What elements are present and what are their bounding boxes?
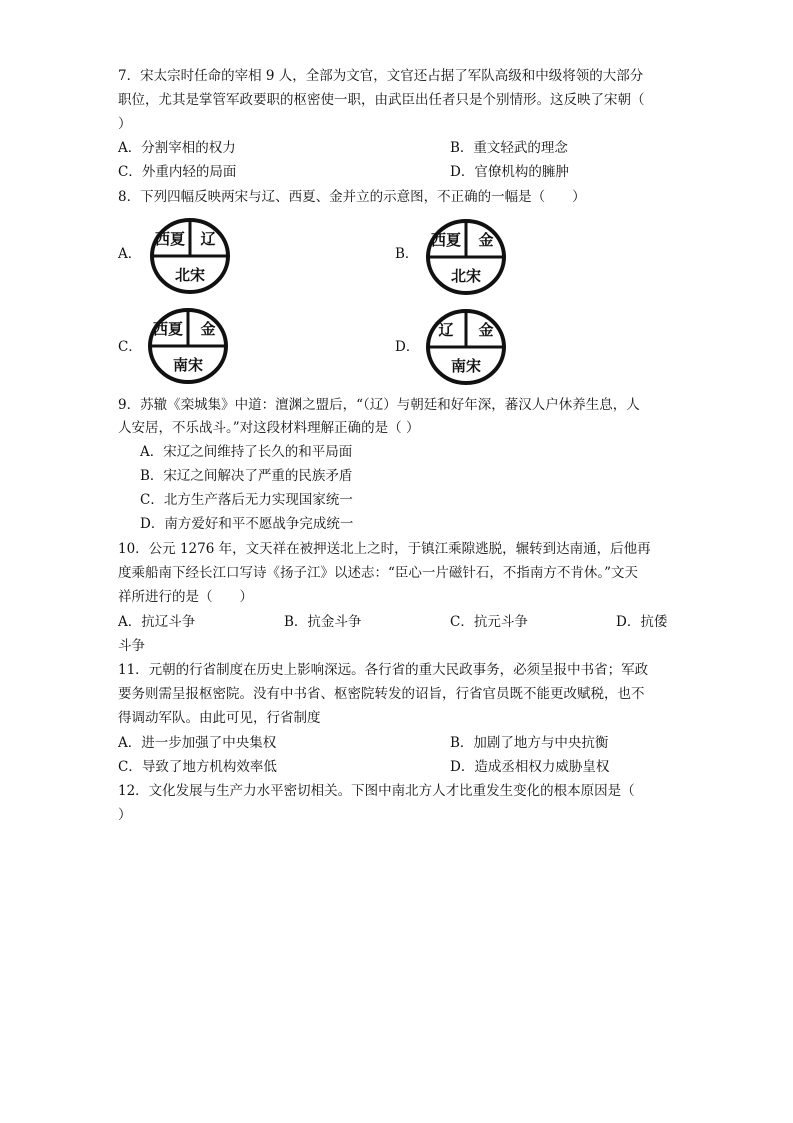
q9-stem-line-2: 人安居，不乐战斗。”对这段材料理解正确的是（ ） [118,420,420,436]
q8-b-right-label: 金 [478,231,494,249]
q10-option-d[interactable]: D．抗倭 [616,614,668,630]
q8-c-right-label: 金 [200,320,216,338]
q11-stem-line-1: 11．元朝的行省制度在历史上影响深远。各行省的重大民政事务，必须呈报中书省；军政 [118,662,649,678]
q9-option-c[interactable]: C．北方生产落后无力实现国家统一 [140,492,353,508]
q8-b-left-label: 西夏 [430,231,462,249]
q8-c-bottom-label: 南宋 [172,356,204,374]
q10-option-b[interactable]: B．抗金斗争 [284,614,362,630]
q7-stem-line-2: 职位，尤其是掌管军政要职的枢密使一职，由武臣出任者只是个别情形。这反映了宋朝（ [118,92,645,108]
q8-a-bottom-label: 北宋 [174,266,206,284]
q8-c-left-label: 西夏 [152,320,184,338]
q8-option-c-label[interactable]: C． [118,339,142,355]
q12-stem-line-1: 12．文化发展与生产力水平密切相关。下图中南北方人才比重发生变化的根本原因是（ [118,783,635,799]
q7-stem-line-1: 7．宋太宗时任命的宰相 9 人，全部为文官，文官还占据了军队高级和中级将领的大部分 [118,68,644,84]
q11-option-a[interactable]: A．进一步加强了中央集权 [118,735,277,751]
q11-stem-line-2: 要务则需呈报枢密院。没有中书省、枢密院转发的诏旨，行省官员既不能更改赋税，也不 [118,686,645,702]
q11-stem-line-3: 得调动军队。由此可见，行省制度 [118,710,321,726]
q8-stem: 8．下列四幅反映两宋与辽、西夏、金并立的示意图，不正确的一幅是（ ） [118,189,586,205]
q8-diagram-b[interactable] [424,218,508,300]
q8-option-a-label[interactable]: A． [118,246,142,262]
q10-option-c[interactable]: C．抗元斗争 [450,614,528,630]
q11-option-c[interactable]: C．导致了地方机构效率低 [118,759,277,775]
q12-stem-line-2: ） [118,807,132,823]
q8-diagram-a[interactable] [148,217,232,299]
q8-d-left-label: 辽 [438,321,454,339]
q8-diagram-d[interactable] [424,308,508,390]
q8-a-left-label: 西夏 [154,230,186,248]
q10-stem-line-3: 祥所进行的是（ ） [118,589,253,605]
q9-option-b[interactable]: B．宋辽之间解决了严重的民族矛盾 [140,468,353,484]
q8-d-bottom-label: 南宋 [450,357,482,375]
q10-option-a[interactable]: A．抗辽斗争 [118,614,196,630]
q8-option-d-label[interactable]: D． [395,339,420,355]
q10-stem-line-1: 10．公元 1276 年，文天祥在被押送北上之时，于镇江乘隙逃脱，辗转到达南通，后他再 [118,541,651,557]
q7-option-b[interactable]: B．重文轻武的理念 [450,140,568,156]
q7-stem-line-3: ） [118,116,132,132]
q10-option-d-wrap[interactable]: 斗争 [118,638,145,654]
q7-option-a[interactable]: A．分割宰相的权力 [118,140,236,156]
q9-option-d[interactable]: D．南方爱好和平不愿战争完成统一 [140,516,354,532]
q8-diagram-c[interactable] [146,307,230,389]
q9-option-a[interactable]: A．宋辽之间维持了长久的和平局面 [140,444,353,460]
q7-option-d[interactable]: D．官僚机构的臃肿 [450,164,569,180]
q7-option-c[interactable]: C．外重内轻的局面 [118,164,237,180]
q8-option-b-label[interactable]: B． [395,246,419,262]
q11-option-d[interactable]: D．造成丞相权力威胁皇权 [450,759,610,775]
q8-d-right-label: 金 [478,321,494,339]
q8-b-bottom-label: 北宋 [450,267,482,285]
q11-option-b[interactable]: B．加剧了地方与中央抗衡 [450,735,609,751]
q10-stem-line-2: 度乘船南下经长江口写诗《扬子江》以述志：“臣心一片磁针石，不指南方不肯休。”文天 [118,565,639,581]
q9-stem-line-1: 9．苏辙《栾城集》中道：澶渊之盟后，“（辽）与朝廷和好年深，蕃汉人户休养生息，人 [118,397,640,413]
q8-a-right-label: 辽 [200,230,216,248]
